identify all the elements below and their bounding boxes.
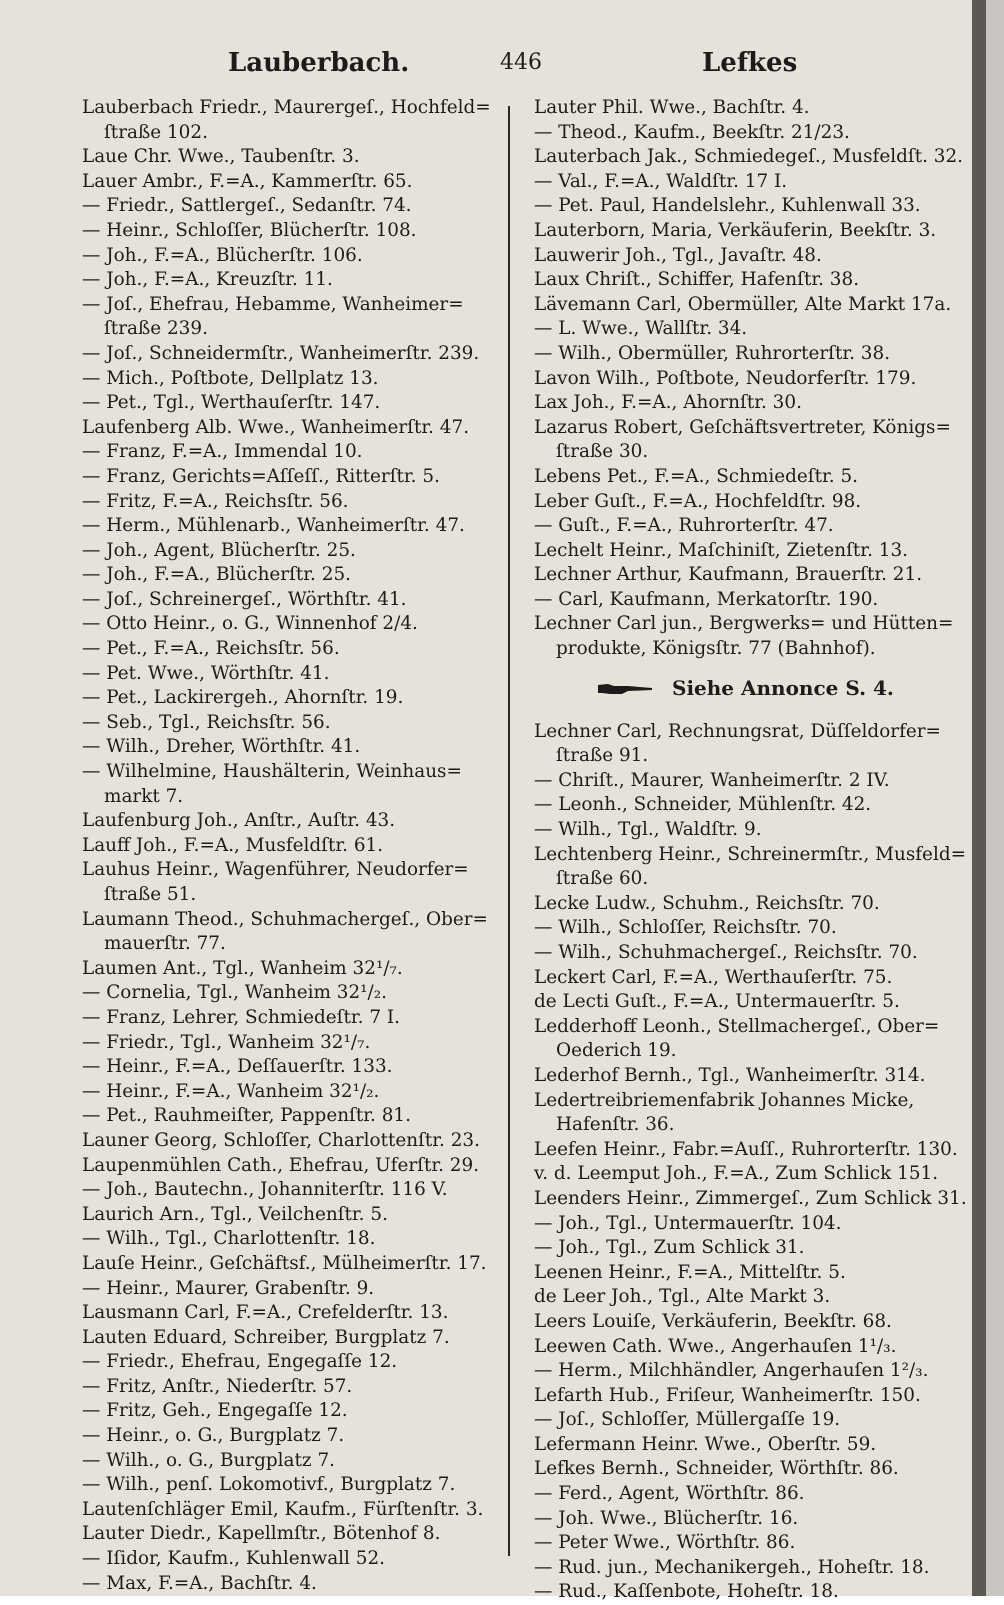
directory-entry: Lechtenberg Heinr., Schreinermſtr., Musfeld=: [534, 843, 967, 865]
directory-entry: — Iſidor, Kaufm., Kuhlenwall 52.: [82, 1548, 386, 1570]
directory-entry: — Pet., Tgl., Werthauſerſtr. 147.: [82, 392, 381, 414]
directory-entry: Laufenburg Joh., Anſtr., Auſtr. 43.: [82, 810, 396, 832]
directory-entry: Lechner Carl jun., Bergwerks= und Hütten=: [534, 613, 954, 635]
directory-entry: — Franz, Lehrer, Schmiedeſtr. 7 I.: [82, 1006, 400, 1028]
directory-entry: Lazarus Robert, Geſchäftsvertreter, Königs=: [534, 416, 951, 438]
directory-entry: Laumen Ant., Tgl., Wanheim 32¹/₇.: [82, 957, 403, 979]
directory-entry: Lefkes Bernh., Schneider, Wörthſtr. 86.: [534, 1458, 899, 1480]
directory-entry: Lauberbach Friedr., Maurergeſ., Hochfeld=: [82, 97, 491, 118]
directory-entry: — Carl, Kaufmann, Merkatorſtr. 190.: [534, 588, 879, 610]
directory-entry: — Peter Wwe., Wörthſtr. 86.: [534, 1532, 796, 1554]
directory-entry-continuation: ſtraße 91.: [556, 745, 649, 767]
directory-entry: — Heinr., Schloſſer, Blücherſtr. 108.: [82, 219, 417, 241]
directory-entry-continuation: produkte, Königsſtr. 77 (Bahnhof).: [556, 638, 876, 660]
directory-entry: Ledertreibriemenfabrik Johannes Micke,: [534, 1089, 915, 1111]
left-column: [82, 96, 510, 1596]
directory-entry: Lausmann Carl, F.=A., Crefelderſtr. 13.: [82, 1302, 449, 1324]
directory-entry: — Pet., F.=A., Reichsſtr. 56.: [82, 638, 340, 660]
directory-entry: Lauter Diedr., Kapellmſtr., Bötenhof 8.: [82, 1523, 441, 1545]
directory-entry: Lefermann Heinr. Wwe., Oberſtr. 59.: [534, 1433, 877, 1455]
directory-entry: Laumann Theod., Schuhmachergeſ., Ober=: [82, 908, 488, 930]
directory-entry: Lax Joh., F.=A., Ahornſtr. 30.: [534, 392, 802, 414]
header-right-keyword: Lefkes: [702, 48, 798, 78]
directory-entry: — Wilhelmine, Haushälterin, Weinhaus=: [82, 761, 462, 783]
directory-entry: Leber Guſt., F.=A., Hochfeldſtr. 98.: [534, 490, 862, 512]
directory-entry: — Joh., Tgl., Zum Schlick 31.: [534, 1237, 805, 1259]
directory-entry-continuation: mauerſtr. 77.: [104, 933, 226, 955]
directory-entry: Lauſe Heinr., Geſchäftsf., Mülheimerſtr. 17.: [82, 1252, 487, 1274]
directory-entry: — Heinr., o. G., Burgplatz 7.: [82, 1425, 345, 1447]
directory-entry: — Joſ., Schreinergeſ., Wörthſtr. 41.: [82, 588, 407, 610]
directory-entry: Lauwerir Joh., Tgl., Javaſtr. 48.: [534, 244, 822, 266]
page-number: 446: [500, 50, 542, 75]
directory-entry: Lauer Ambr., F.=A., Kammerſtr. 65.: [82, 170, 413, 192]
directory-entry: — Fritz, Geh., Engegaſſe 12.: [82, 1400, 348, 1422]
directory-entry: — Wilh., Schuhmachergeſ., Reichsſtr. 70.: [534, 942, 918, 963]
directory-entry: Lauhus Heinr., Wagenführer, Neudorfer=: [82, 859, 469, 881]
directory-entry: — Joh., Agent, Blücherſtr. 25.: [82, 539, 356, 561]
page-edge: [986, 0, 1004, 1596]
directory-entry: — L. Wwe., Wallſtr. 34.: [534, 318, 748, 340]
directory-entry: — Friedr., Ehefrau, Engegaſſe 12.: [82, 1351, 398, 1373]
directory-entry: Lavon Wilh., Poſtbote, Neudorferſtr. 179.: [534, 367, 917, 389]
directory-entry: — Otto Heinr., o. G., Winnenhof 2/4.: [82, 613, 418, 635]
directory-entry: — Pet. Wwe., Wörthſtr. 41.: [82, 662, 330, 684]
directory-entry: — Pet., Lackirergeh., Ahornſtr. 19.: [82, 687, 404, 709]
directory-entry: Ledderhoff Leonh., Stellmachergeſ., Ober=: [534, 1015, 940, 1037]
directory-entry: — Joh., F.=A., Blücherſtr. 106.: [82, 244, 363, 266]
directory-entry: — Wilh., Schloſſer, Reichsſtr. 70.: [534, 917, 837, 939]
directory-entry: Leenders Heinr., Zimmergeſ., Zum Schlick 31.: [534, 1187, 967, 1209]
directory-entry: — Rud. jun., Mechanikergeh., Hoheſtr. 18.: [534, 1556, 930, 1578]
directory-entry: Lävemann Carl, Obermüller, Alte Markt 17a.: [534, 293, 952, 315]
directory-entry-continuation: ſtraße 30.: [556, 441, 649, 463]
directory-entry: — Wilh., Obermüller, Ruhrorterſtr. 38.: [534, 342, 891, 364]
directory-entry: Lauter Phil. Wwe., Bachſtr. 4.: [534, 97, 810, 118]
directory-entry: Lefarth Hub., Friſeur, Wanheimerſtr. 150.: [534, 1384, 921, 1406]
directory-entry: — Joh., Tgl., Untermauerſtr. 104.: [534, 1212, 842, 1234]
directory-entry: Lauterbach Jak., Schmiedegeſ., Musfeldſt. 32.: [534, 146, 964, 168]
directory-entry: Leefen Heinr., Fabr.=Auſſ., Ruhrorterſtr. 130.: [534, 1138, 958, 1160]
directory-entry: — Heinr., Maurer, Grabenſtr. 9.: [82, 1277, 375, 1299]
directory-entry: — Theod., Kaufm., Beekſtr. 21/23.: [534, 121, 850, 143]
directory-entry: Laurich Arn., Tgl., Veilchenſtr. 5.: [82, 1203, 388, 1225]
directory-entry-continuation: ſtraße 102.: [104, 121, 208, 143]
directory-entry: — Joſ., Schneidermſtr., Wanheimerſtr. 239.: [82, 342, 480, 364]
directory-entry: Laux Chriſt., Schiffer, Hafenſtr. 38.: [534, 269, 860, 291]
directory-entry: — Franz, Gerichts=Aſſeſſ., Ritterſtr. 5.: [82, 465, 440, 487]
directory-entry: — Pet. Paul, Handelslehr., Kuhlenwall 33.: [534, 195, 921, 217]
directory-entry: — Friedr., Sattlergeſ., Sedanſtr. 74.: [82, 195, 412, 217]
directory-entry: — Max, F.=A., Bachſtr. 4.: [82, 1572, 317, 1594]
page-edge-shadow: [972, 0, 986, 1596]
directory-entry: Leckert Carl, F.=A., Werthauſerſtr. 75.: [534, 966, 893, 988]
directory-entry-continuation: Hafenſtr. 36.: [556, 1114, 675, 1136]
directory-entry: — Leonh., Schneider, Mühlenſtr. 42.: [534, 794, 872, 816]
directory-entry: Leewen Cath. Wwe., Angerhauſen 1¹/₃.: [534, 1335, 897, 1357]
directory-entry: Lauff Joh., F.=A., Musfeldſtr. 61.: [82, 834, 384, 856]
page-header: [0, 48, 972, 88]
directory-entry: Lechner Arthur, Kaufmann, Brauerſtr. 21.: [534, 564, 923, 586]
directory-entry: — Wilh., Dreher, Wörthſtr. 41.: [82, 736, 361, 758]
directory-entry: de Lecti Guſt., F.=A., Untermauerſtr. 5.: [534, 991, 900, 1013]
directory-entry: — Herm., Milchhändler, Angerhauſen 1²/₃.: [534, 1360, 929, 1382]
directory-entry: — Fritz, Anſtr., Niederſtr. 57.: [82, 1375, 353, 1397]
directory-entry: Lebens Pet., F.=A., Schmiedeſtr. 5.: [534, 465, 859, 487]
directory-entry: — Pet., Rauhmeiſter, Pappenſtr. 81.: [82, 1105, 411, 1127]
header-left-keyword: Lauberbach.: [228, 48, 410, 78]
directory-entry: Lechelt Heinr., Maſchiniſt, Zietenſtr. 13.: [534, 539, 909, 561]
directory-entry: — Joſ., Ehefrau, Hebamme, Wanheimer=: [82, 293, 464, 315]
directory-entry: — Joh. Wwe., Blücherſtr. 16.: [534, 1507, 799, 1529]
directory-entry: — Guſt., F.=A., Ruhrorterſtr. 47.: [534, 515, 834, 537]
directory-entry: — Wilh., Tgl., Charlottenſtr. 18.: [82, 1228, 376, 1250]
directory-entry: — Joh., Bautechn., Johanniterſtr. 116 V.: [82, 1179, 448, 1201]
directory-entry: — Ferd., Agent, Wörthſtr. 86.: [534, 1483, 805, 1505]
directory-entry: — Franz, F.=A., Immendal 10.: [82, 441, 363, 463]
directory-entry: v. d. Leemput Joh., F.=A., Zum Schlick 151.: [534, 1163, 939, 1185]
notice-text: Siehe Annonce S. 4.: [672, 675, 894, 700]
directory-entry: Laue Chr. Wwe., Taubenſtr. 3.: [82, 146, 360, 168]
directory-entry: — Herm., Mühlenarb., Wanheimerſtr. 47.: [82, 515, 465, 537]
directory-entry: — Val., F.=A., Waldſtr. 17 I.: [534, 170, 788, 192]
directory-entry: — Heinr., F.=A., Wanheim 32¹/₂.: [82, 1080, 380, 1102]
directory-entry: — Joſ., Schloſſer, Müllergaſſe 19.: [534, 1409, 841, 1431]
directory-entry: — Joh., F.=A., Kreuzſtr. 11.: [82, 269, 333, 291]
directory-entry: Launer Georg, Schloſſer, Charlottenſtr. 23.: [82, 1129, 480, 1151]
directory-entry: Lautenſchläger Emil, Kaufm., Fürſtenſtr. 3.: [82, 1498, 484, 1520]
directory-entry: Laufenberg Alb. Wwe., Wanheimerſtr. 47.: [82, 416, 470, 438]
directory-entry-continuation: markt 7.: [104, 785, 184, 807]
directory-entry: Leers Louiſe, Verkäuferin, Beekſtr. 68.: [534, 1310, 892, 1332]
directory-entry: — Fritz, F.=A., Reichsſtr. 56.: [82, 490, 349, 512]
directory-entry: — Chriſt., Maurer, Wanheimerſtr. 2 IV.: [534, 769, 890, 791]
directory-entry: — Wilh., penſ. Lokomotivf., Burgplatz 7.: [82, 1474, 456, 1496]
right-column: [534, 96, 967, 1605]
directory-entry: — Rud., Kaſſenbote, Hoheſtr. 18.: [534, 1581, 839, 1603]
directory-entry: — Cornelia, Tgl., Wanheim 32¹/₂.: [82, 982, 387, 1004]
directory-entry: — Wilh., o. G., Burgplatz 7.: [82, 1449, 335, 1471]
directory-entry: — Wilh., Tgl., Waldſtr. 9.: [534, 819, 762, 841]
directory-entry: Lecke Ludw., Schuhm., Reichsſtr. 70.: [534, 892, 880, 914]
directory-entry: Lauterborn, Maria, Verkäuferin, Beekſtr. 3.: [534, 219, 937, 241]
directory-entry: Lechner Carl, Rechnungsrat, Düſſeldorfer=: [534, 720, 941, 742]
directory-entry-continuation: ſtraße 239.: [104, 318, 208, 340]
directory-entry: Lederhof Bernh., Tgl., Wanheimerſtr. 314.: [534, 1064, 926, 1086]
advertisement-notice: [534, 662, 964, 720]
directory-entry-continuation: ſtraße 51.: [104, 884, 197, 905]
pointing-hand-icon: [598, 682, 654, 696]
directory-entry: Leenen Heinr., F.=A., Mittelſtr. 5.: [534, 1261, 846, 1283]
right-column-entries-b: [534, 720, 967, 1605]
directory-entry: — Mich., Poſtbote, Dellplatz 13.: [82, 367, 379, 389]
directory-entry: Lauten Eduard, Schreiber, Burgplatz 7.: [82, 1326, 450, 1348]
directory-entry: Laupenmühlen Cath., Ehefrau, Uferſtr. 29.: [82, 1154, 480, 1176]
directory-entry: — Friedr., Tgl., Wanheim 32¹/₇.: [82, 1031, 371, 1053]
directory-entry: — Heinr., F.=A., Deſſauerſtr. 133.: [82, 1056, 393, 1078]
right-column-entries-a: [534, 96, 964, 662]
directory-entry-continuation: ſtraße 60.: [556, 868, 649, 890]
directory-entry: — Seb., Tgl., Reichsſtr. 56.: [82, 711, 331, 733]
directory-entry: — Joh., F.=A., Blücherſtr. 25.: [82, 564, 351, 586]
directory-entry: de Leer Joh., Tgl., Alte Markt 3.: [534, 1286, 831, 1308]
directory-entry-continuation: Oederich 19.: [556, 1040, 677, 1062]
